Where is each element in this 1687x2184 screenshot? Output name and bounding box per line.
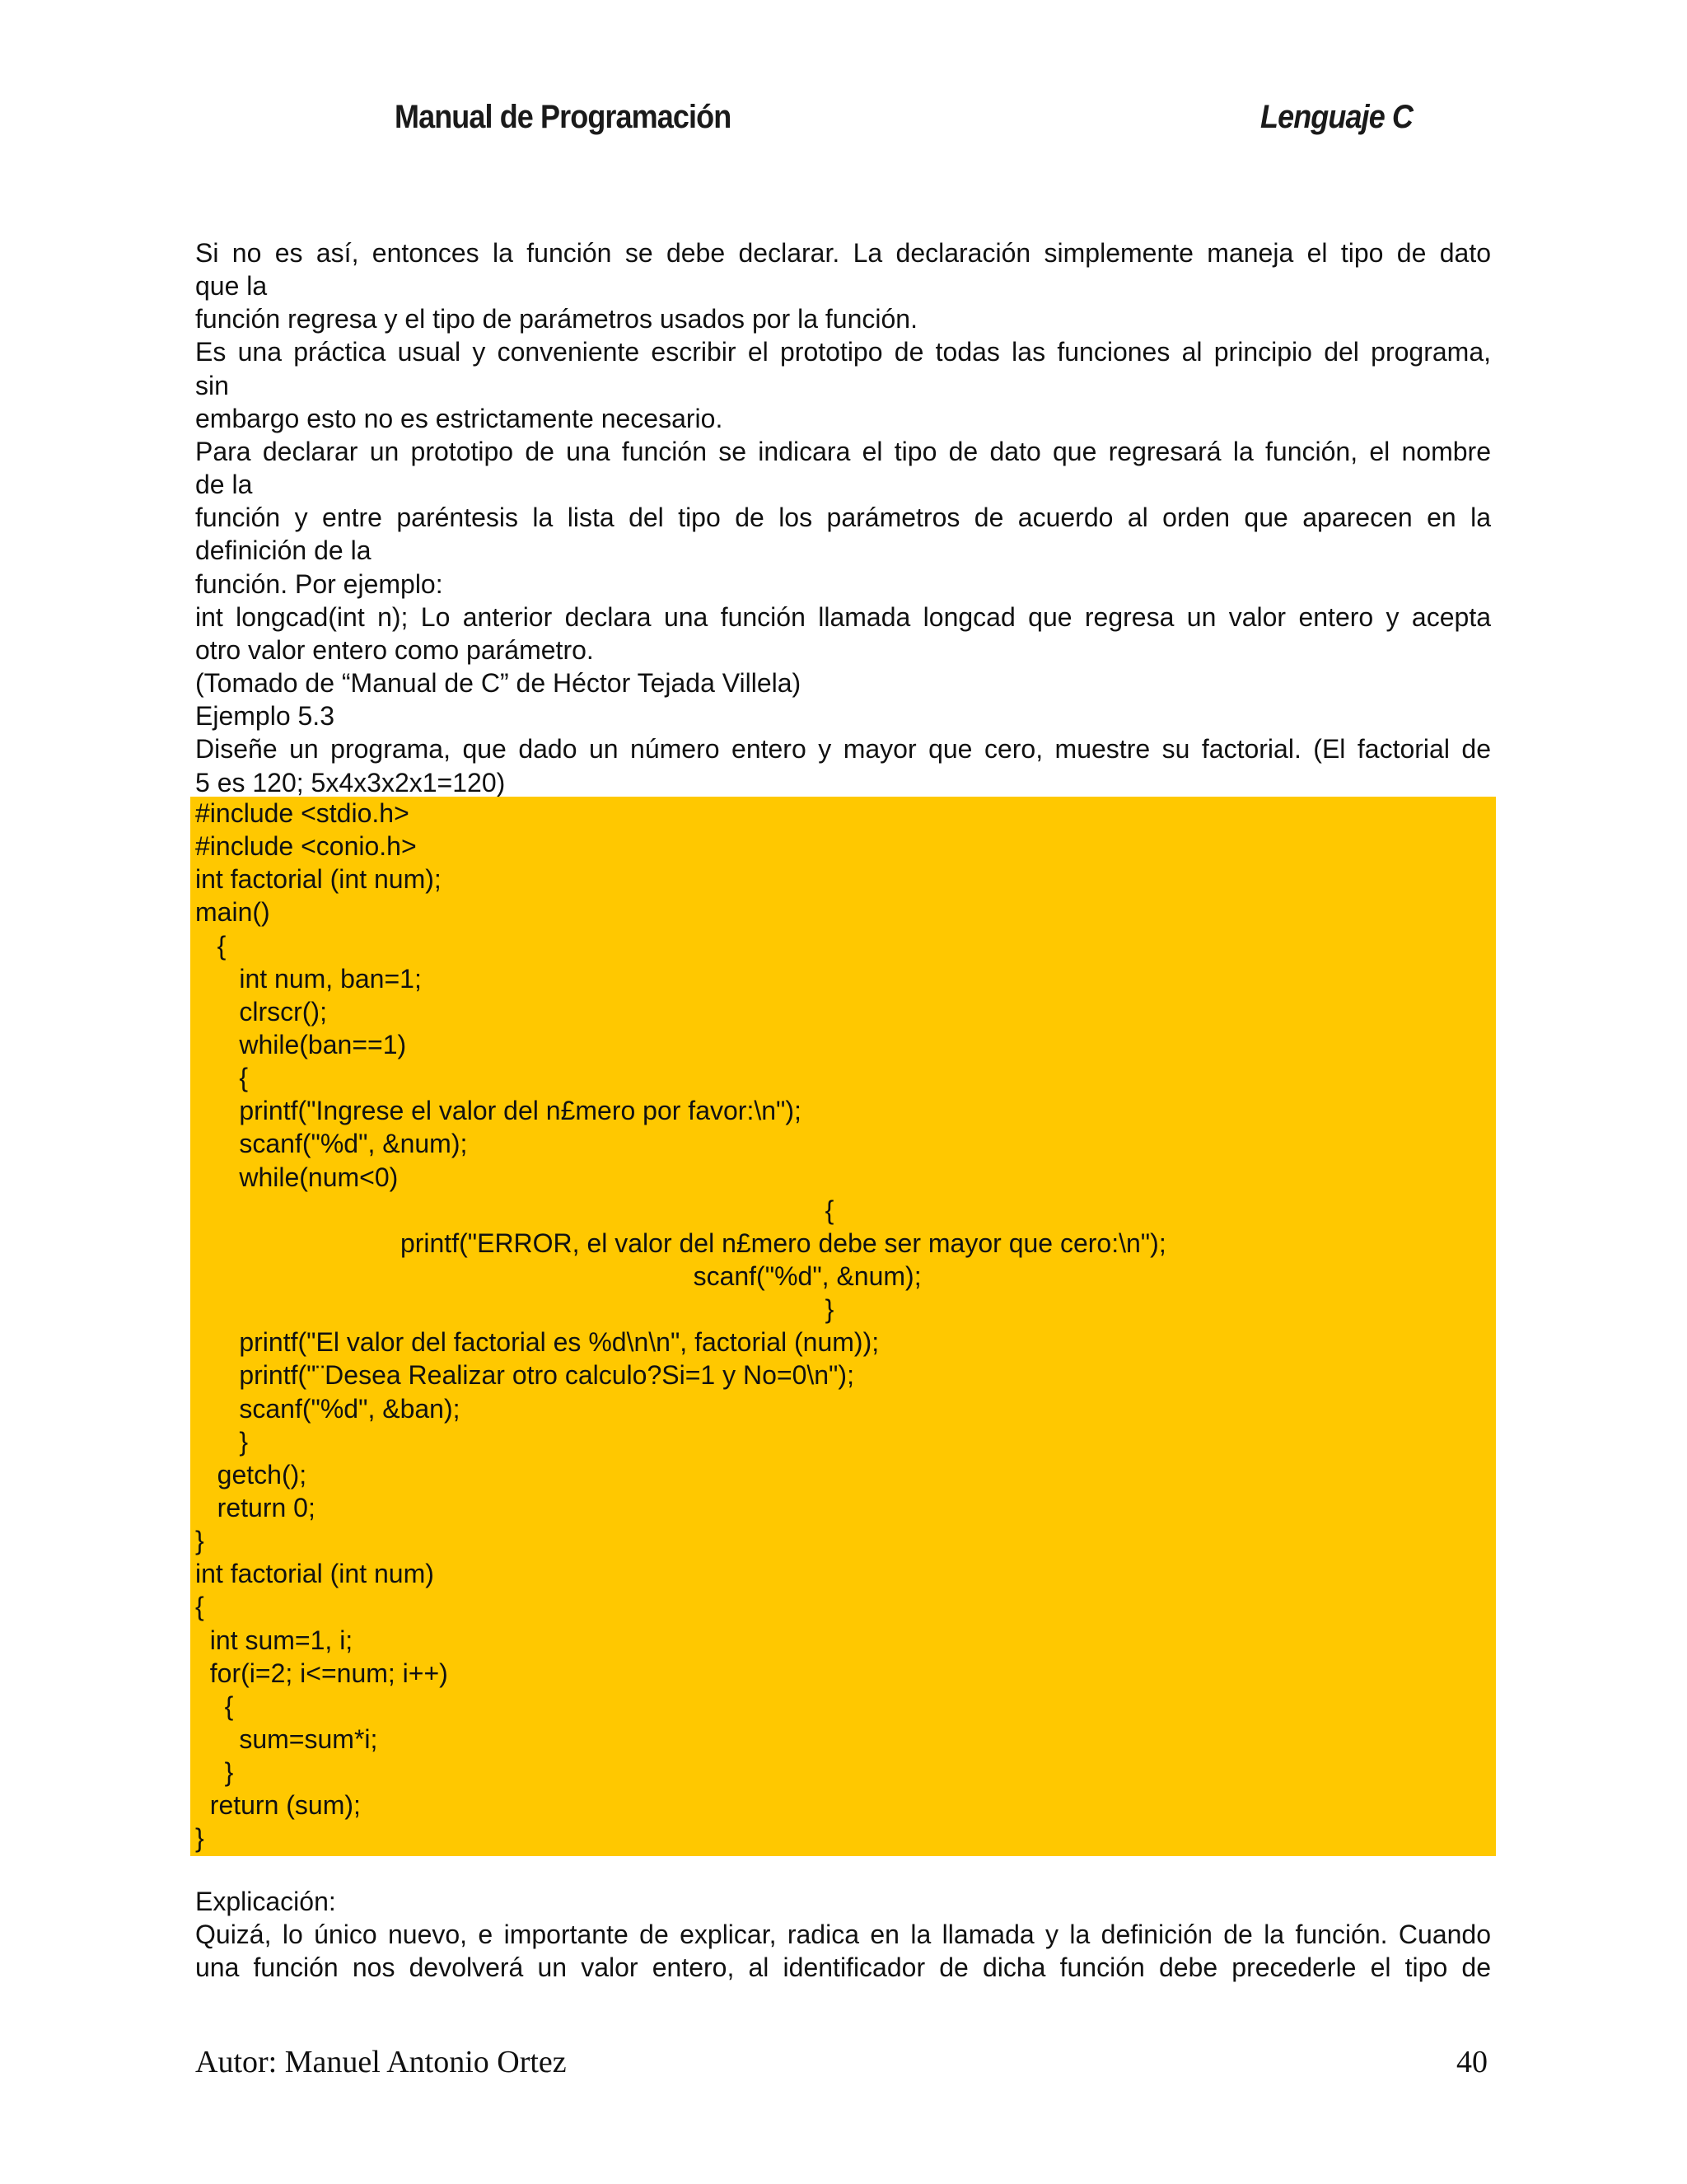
code-line: { bbox=[195, 1195, 834, 1225]
text-line: Si no es así, entonces la función se debe declarar. La declaración simplemente maneja el tipo de dato bbox=[195, 238, 1491, 268]
code-line: #include <conio.h> bbox=[195, 831, 417, 862]
text-line: función y entre paréntesis la lista del tipo de los parámetros de acuerdo al orden que aparecen en la bbox=[195, 503, 1491, 533]
header-manual-title: Manual de Programación bbox=[395, 99, 731, 135]
code-line: } bbox=[195, 1757, 234, 1788]
code-line: printf("Ingrese el valor del n£mero por favor:\n"); bbox=[195, 1096, 801, 1126]
code-line: scanf("%d", &num); bbox=[195, 1129, 468, 1159]
code-line: { bbox=[195, 930, 227, 961]
text-line: Es una práctica usual y conveniente escribir el prototipo de todas las funciones al principio del programa, bbox=[195, 337, 1491, 367]
code-line: } bbox=[195, 1823, 204, 1854]
explanation-paragraph bbox=[195, 1885, 1491, 1984]
code-line: sum=sum*i; bbox=[195, 1723, 378, 1754]
text-line: Para declarar un prototipo de una función se indicara el tipo de dato que regresará la función, el nombre bbox=[195, 436, 1491, 466]
text-line: 5 es 120; 5x4x3x2x1=120) bbox=[195, 767, 506, 797]
text-line: que la bbox=[195, 271, 268, 302]
code-line: for(i=2; i<=num; i++) bbox=[195, 1658, 448, 1688]
text-line: Ejemplo 5.3 bbox=[195, 701, 334, 732]
text-line: de la bbox=[195, 470, 253, 500]
text-line: (Tomado de “Manual de C” de Héctor Tejada Villela) bbox=[195, 668, 801, 699]
code-line: { bbox=[195, 1592, 204, 1622]
text-line: definición de la bbox=[195, 535, 372, 566]
code-line: { bbox=[195, 1063, 249, 1093]
code-line: int sum=1, i; bbox=[195, 1625, 353, 1655]
code-line: getch(); bbox=[195, 1459, 307, 1490]
code-line: return 0; bbox=[195, 1492, 315, 1522]
code-line: printf("¨Desea Realizar otro calculo?Si=1 y No=0\n"); bbox=[195, 1360, 854, 1391]
code-line: return (sum); bbox=[195, 1790, 361, 1821]
intro-paragraph bbox=[195, 236, 1491, 799]
text-line: sin bbox=[195, 370, 229, 400]
code-line: #include <stdio.h> bbox=[195, 798, 409, 828]
code-line: while(num<0) bbox=[195, 1162, 399, 1192]
text-line: int longcad(int n); Lo anterior declara una función llamada longcad que regresa un valor entero y acepta bbox=[195, 601, 1491, 632]
code-line: { bbox=[195, 1691, 234, 1721]
text-line: otro valor entero como parámetro. bbox=[195, 634, 594, 665]
code-line: int factorial (int num); bbox=[195, 864, 442, 895]
header-language-title: Lenguaje C bbox=[1260, 99, 1414, 135]
code-line: printf("ERROR, el valor del n£mero debe ser mayor que cero:\n"); bbox=[195, 1228, 1166, 1258]
code-line: while(ban==1) bbox=[195, 1029, 407, 1059]
code-line: main() bbox=[195, 897, 270, 928]
text-line: una función nos devolverá un valor entero, al identificador de dicha función debe precederle el tipo de bbox=[195, 1953, 1491, 1983]
code-line: printf("El valor del factorial es %d\n\n", factorial (num)); bbox=[195, 1327, 880, 1358]
code-line: clrscr(); bbox=[195, 996, 327, 1027]
code-line: } bbox=[195, 1294, 834, 1325]
text-line: embargo esto no es estrictamente necesario. bbox=[195, 403, 723, 433]
code-line: } bbox=[195, 1526, 204, 1556]
code-line: scanf("%d", &ban); bbox=[195, 1393, 460, 1424]
text-line: función. Por ejemplo: bbox=[195, 568, 443, 599]
code-line: int factorial (int num) bbox=[195, 1559, 434, 1589]
text-line: función regresa y el tipo de parámetros usados por la función. bbox=[195, 304, 918, 334]
code-line: scanf("%d", &num); bbox=[195, 1260, 922, 1291]
text-line: Quizá, lo único nuevo, e importante de explicar, radica en la llamada y la definición de la función. Cuando bbox=[195, 1920, 1491, 1950]
text-line: Diseñe un programa, que dado un número entero y mayor que cero, muestre su factorial. (El factorial de bbox=[195, 734, 1491, 765]
code-line: } bbox=[195, 1426, 249, 1457]
text-line: Explicación: bbox=[195, 1887, 336, 1916]
code-line: int num, ban=1; bbox=[195, 963, 422, 994]
footer-author: Autor: Manuel Antonio Ortez bbox=[195, 2045, 567, 2079]
page-number: 40 bbox=[1456, 2045, 1488, 2079]
code-listing bbox=[190, 797, 1496, 1856]
